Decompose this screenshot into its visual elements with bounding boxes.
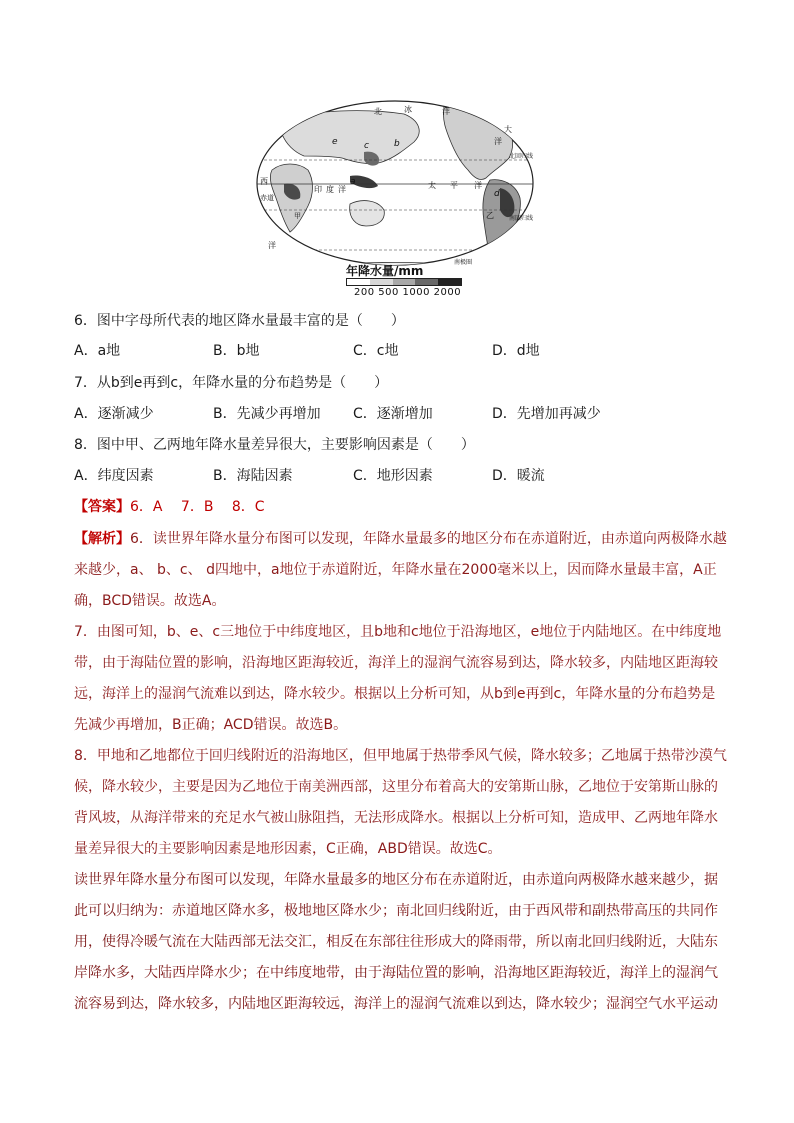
analysis-tag: 【解析】 — [74, 531, 130, 547]
analysis-line-11: 量差异很大的主要影响因素是地形因素，C正确，ABD错误。故选C。 — [74, 841, 502, 857]
q8-option-d: D．暖流 — [492, 468, 545, 484]
answer-line — [74, 497, 265, 517]
analysis-line-4: 7．由图可知，b、e、c三地位于中纬度地区，且b地和c地位于沿海地区，e地位于内陆地区。在中纬度地 — [74, 624, 722, 640]
analysis-line-8: 8．甲地和乙地都位于回归线附近的沿海地区，但甲地属于热带季风气候，降水较多；乙地属于热带沙漠气 — [74, 748, 727, 764]
map-label-jia: 甲 — [294, 212, 301, 220]
analysis-line-15: 岸降水多，大陆西岸降水少；在中纬度地带，由于海陆位置的影响，沿海地区距海较近，海洋上的湿润气 — [74, 965, 718, 981]
analysis-line-5: 带，由于海陆位置的影响，沿海地区距海较近，海洋上的湿润气流容易到达，降水较多，内陆地区距海较 — [74, 655, 718, 671]
legend-swatch-3 — [393, 279, 416, 285]
map-label-equator: 赤道 — [260, 194, 274, 202]
answer-tag: 【答案】 — [74, 499, 130, 515]
analysis-line-12: 读世界年降水量分布图可以发现，年降水量最多的地区分布在赤道附近，由赤道向两极降水越来越少，据 — [74, 872, 718, 888]
q8-option-b: B．海陆因素 — [213, 468, 293, 484]
question-7-stem: 7．从b到e再到c，年降水量的分布趋势是（ ） — [74, 375, 389, 391]
question-8-stem: 8．图中甲、乙两地年降水量差异很大，主要影响因素是（ ） — [74, 437, 475, 453]
q7-option-b: B．先减少再增加 — [213, 406, 321, 422]
legend-swatch-5 — [438, 279, 461, 285]
map-label-pacific-1: 太 — [428, 181, 436, 190]
q7-option-c: C．逐渐增加 — [353, 406, 433, 422]
legend-swatch-2 — [370, 279, 393, 285]
analysis-line-14: 用，使得冷暖气流在大陆西部无法交汇，相反在东部往往形成大的降雨带，所以南北回归线附近，大陆东 — [74, 934, 718, 950]
legend-ticks: 200 500 1000 2000 — [354, 287, 462, 298]
question-6-stem: 6．图中字母所代表的地区降水量最丰富的是（ ） — [74, 313, 405, 329]
map-label-indian-3: 洋 — [338, 185, 346, 194]
analysis-line-7: 先减少再增加，B正确；ACD错误。故选B。 — [74, 717, 348, 733]
legend-title: 年降水量/mm — [346, 264, 424, 278]
analysis-line-16: 流容易到达，降水较多，内陆地区距海较远，海洋上的湿润气流难以到达，降水较少；湿润空气水平运动 — [74, 996, 718, 1012]
q6-option-b: B．b地 — [213, 343, 260, 359]
analysis-line-6: 远，海洋上的湿润气流难以到达，降水较少。根据以上分析可知，从b到e再到c，年降水量的分布趋势是 — [74, 686, 716, 702]
map-label-pacific-2: 平 — [450, 181, 458, 190]
map-label-ocean-4: 洋 — [494, 137, 502, 146]
map-label-c: c — [364, 141, 369, 151]
legend-color-bar — [346, 278, 462, 286]
legend-swatch-1 — [347, 279, 370, 285]
q7-option-a: A．逐渐减少 — [74, 406, 154, 422]
map-label-ocean-sw: 洋 — [268, 241, 276, 250]
analysis-line-13: 此可以归纳为：赤道地区降水多，极地地区降水少；南北回归线附近，由于西风带和副热带高压的共同作 — [74, 903, 718, 919]
analysis-line-1-text: 6．读世界年降水量分布图可以发现，年降水量最多的地区分布在赤道附近，由赤道向两极降水越 — [130, 531, 727, 547]
map-label-north-1: 北 — [374, 107, 382, 116]
analysis-line-2: 来越少，a、 b、c、 d四地中，a地位于赤道附近，年降水量在2000毫米以上，因而降水量最丰富，A正 — [74, 562, 717, 578]
map-label-e: e — [332, 137, 338, 147]
map-label-north-2: 冰 — [404, 105, 412, 114]
analysis-line-10: 背风坡，从海洋带来的充足水气被山脉阻挡，无法形成降水。根据以上分析可知，造成甲、乙两地年降水 — [74, 810, 718, 826]
map-label-indian-1: 印 — [314, 185, 322, 194]
map-label-west: 西 — [260, 177, 268, 186]
answer-text: 6．A 7．B 8．C — [130, 499, 265, 515]
q6-option-a: A．a地 — [74, 343, 121, 359]
q8-option-c: C．地形因素 — [353, 468, 433, 484]
map-label-antarctic: 南极圈 — [454, 259, 473, 266]
map-label-indian-2: 度 — [326, 185, 334, 194]
map-label-a: a — [350, 177, 356, 187]
map-label-yi: 乙 — [486, 211, 494, 220]
analysis-line-1 — [74, 529, 727, 549]
map-label-north-3: 洋 — [442, 107, 450, 116]
analysis-line-9: 候，降水较少，主要是因为乙地位于南美洲西部，这里分布着高大的安第斯山脉，乙地位于安第斯山脉的 — [74, 779, 718, 795]
q6-option-d: D．d地 — [492, 343, 540, 359]
analysis-line-3: 确，BCD错误。故选A。 — [74, 593, 226, 609]
q6-option-c: C．c地 — [353, 343, 399, 359]
legend-swatch-4 — [415, 279, 438, 285]
map-label-d: d — [494, 189, 500, 199]
q7-option-d: D．先增加再减少 — [492, 406, 601, 422]
map-label-tropic-n: 北回归线 — [509, 153, 534, 160]
map-label-tropic-s: 南回归线 — [509, 215, 534, 222]
map-label-big: 大 — [504, 125, 512, 134]
q8-option-a: A．纬度因素 — [74, 468, 154, 484]
map-label-pacific-3: 洋 — [474, 181, 482, 190]
map-label-b: b — [394, 139, 400, 149]
